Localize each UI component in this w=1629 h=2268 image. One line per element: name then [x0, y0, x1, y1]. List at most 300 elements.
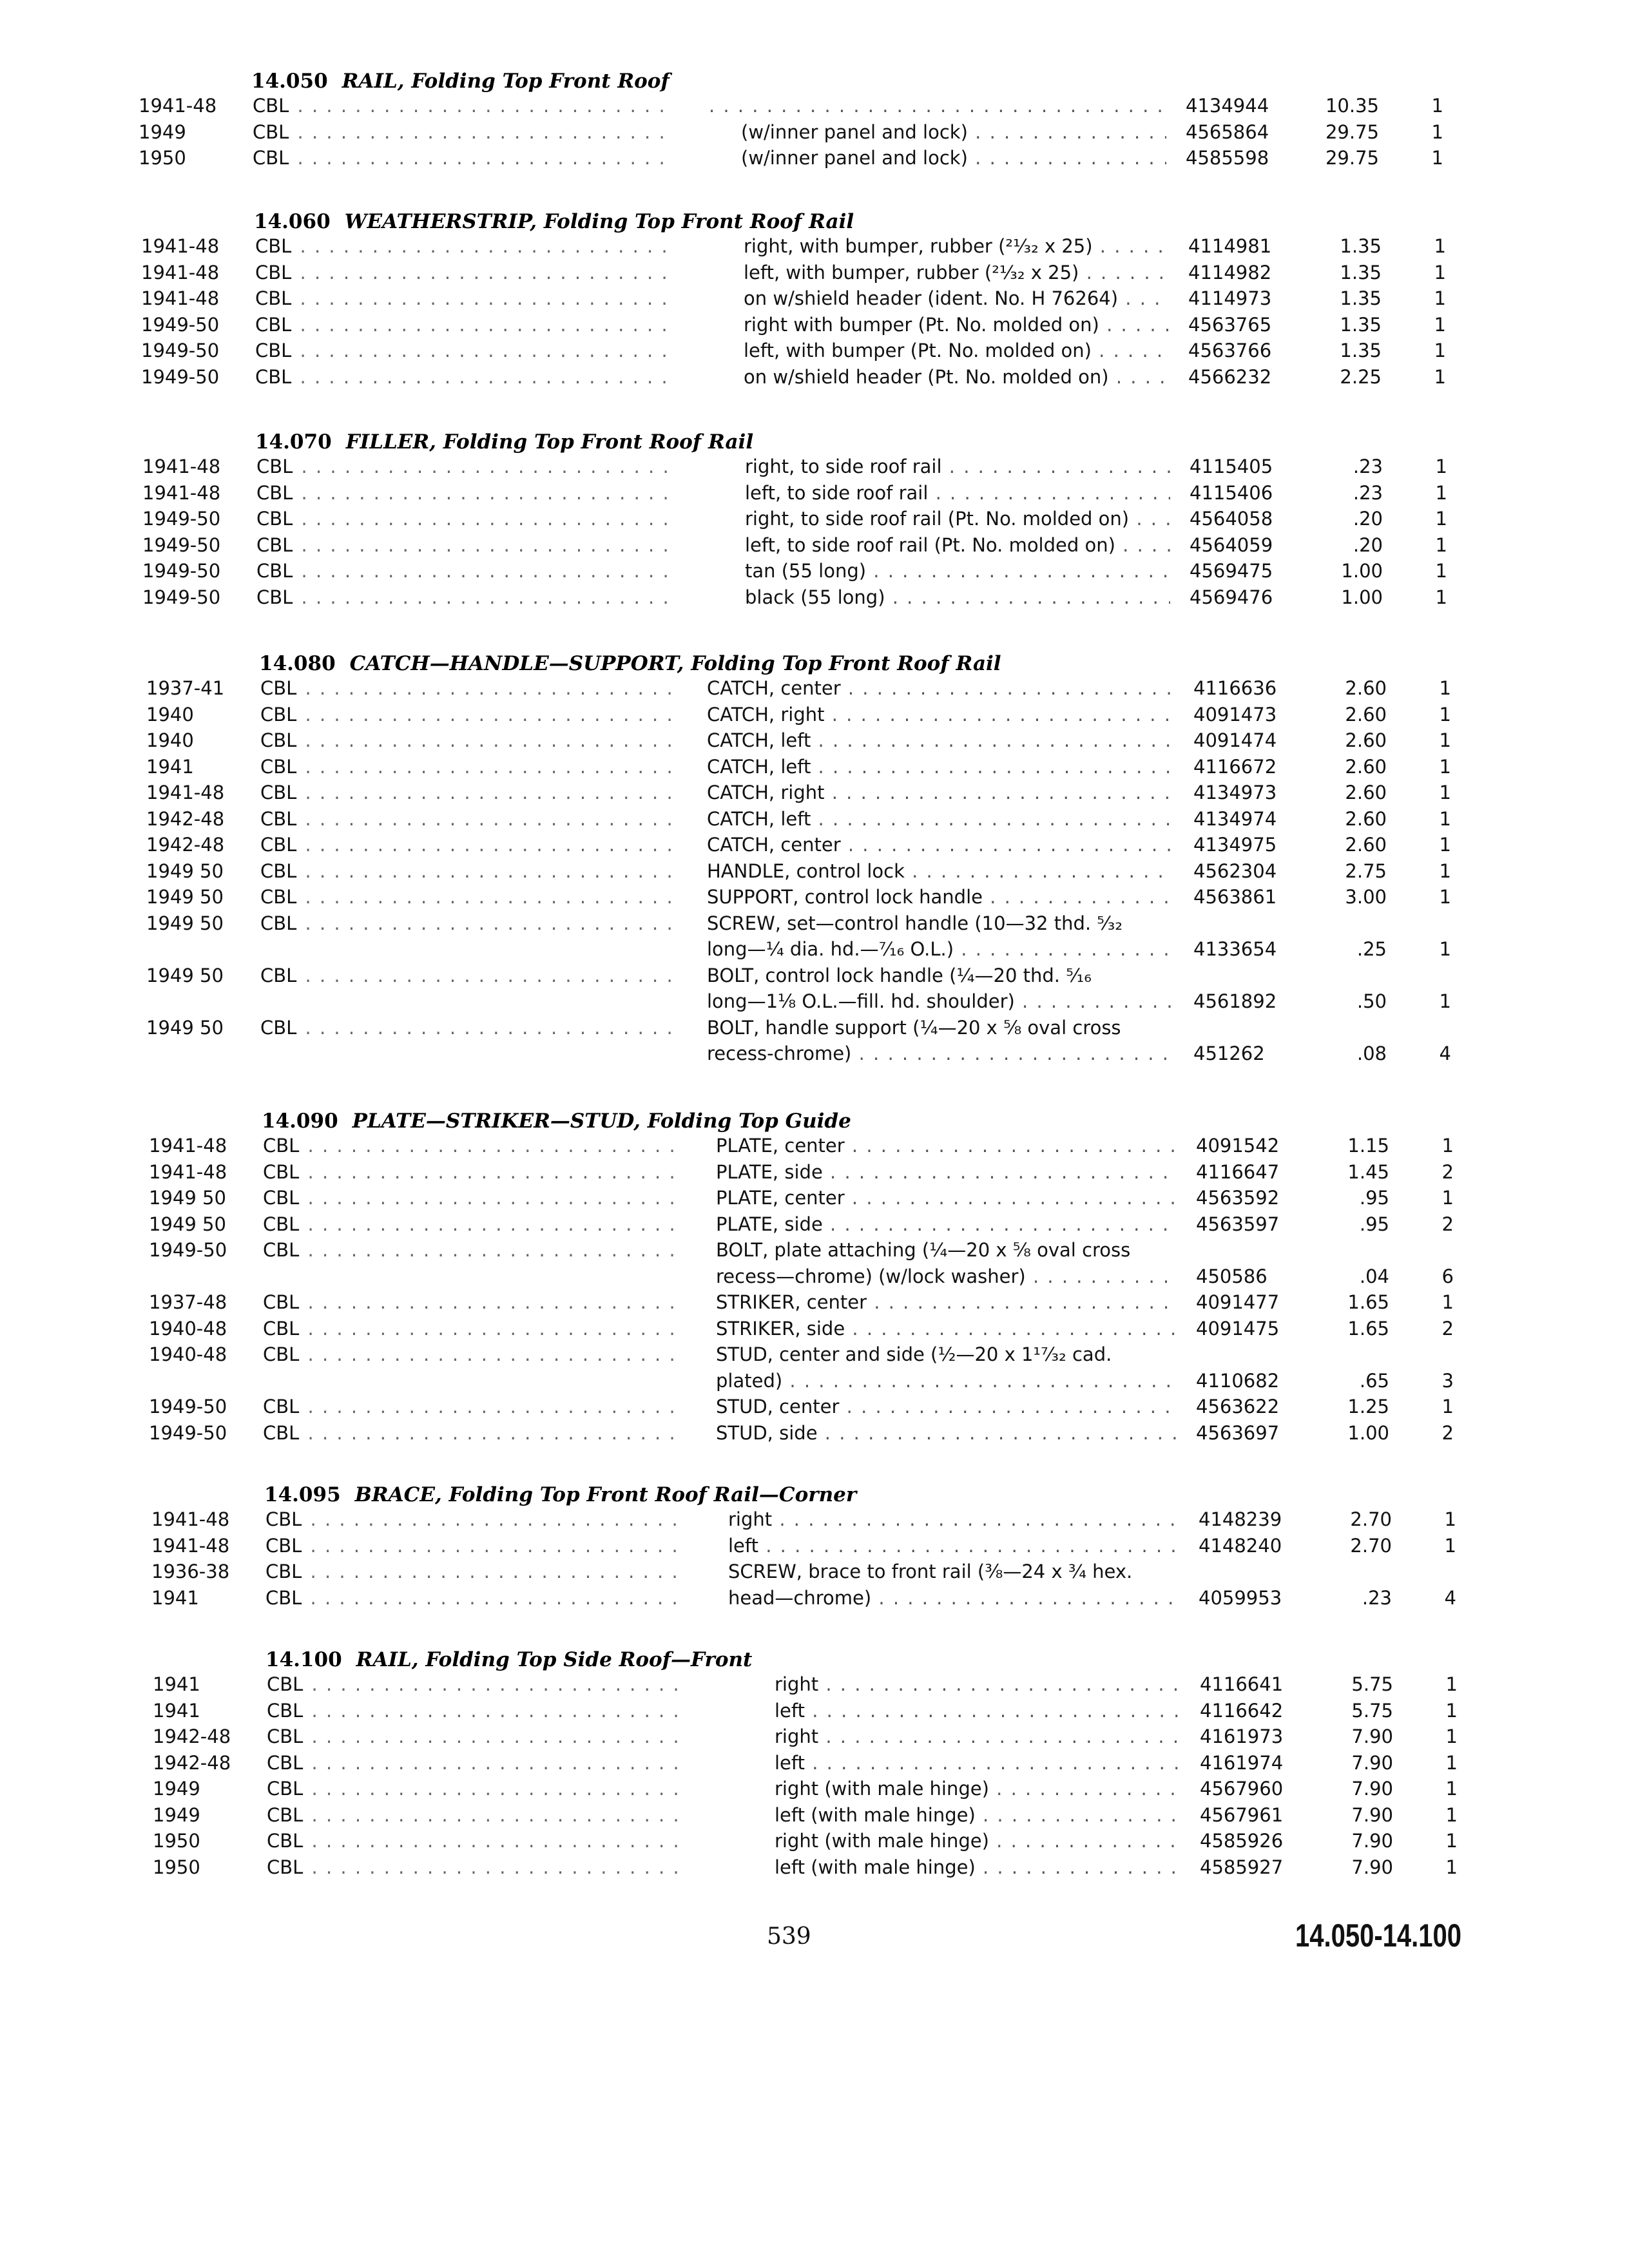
quantity: 1 [1445, 1751, 1458, 1774]
model-code [263, 1394, 682, 1419]
section-range: 14.050-14.100 [1295, 1917, 1462, 1954]
section-title [259, 652, 1001, 675]
part-number: 4116641 [1200, 1673, 1284, 1695]
list-price: 7.90 [1351, 1778, 1393, 1800]
list-price: 29.75 [1325, 147, 1379, 169]
part-description: left, to side roof rail (Pt. No. molded on) . . . [745, 532, 1170, 558]
year-range: 1949-50 [149, 1239, 227, 1261]
section-number: 14.070 [255, 430, 332, 454]
quantity: 1 [1439, 729, 1451, 751]
part-number: 4563765 [1188, 313, 1272, 336]
model-code [256, 532, 675, 558]
quantity: 1 [1445, 1830, 1458, 1852]
year-range: 1949-50 [142, 508, 221, 530]
quantity: 1 [1441, 1135, 1454, 1157]
quantity: 1 [1439, 782, 1451, 803]
year-range: 1941-48 [142, 456, 221, 477]
quantity: 1 [1445, 1673, 1458, 1695]
quantity: 1 [1439, 677, 1451, 699]
part-description: recess-chrome) . . . [707, 1041, 1174, 1066]
part-row [0, 1776, 1629, 1802]
model-code-text: CBL [265, 1586, 302, 1609]
model-code [256, 480, 675, 506]
part-number: 4091477 [1196, 1291, 1280, 1313]
year-range: 1949-50 [142, 586, 221, 608]
part-number: 4134973 [1193, 782, 1277, 803]
part-description: right (with male hinge) . . . [775, 1776, 1181, 1802]
model-code-text: CBL [265, 1534, 302, 1557]
model-code [255, 285, 674, 311]
part-row [0, 1237, 1629, 1289]
quantity: 1 [1439, 807, 1451, 830]
list-price: 1.35 [1340, 261, 1382, 284]
model-code-text: CBL [260, 886, 297, 908]
list-price: 2.60 [1345, 755, 1387, 778]
part-number: 4134975 [1193, 834, 1277, 856]
part-number: 4091473 [1193, 703, 1277, 726]
year-range: 1949 [139, 120, 186, 143]
list-price: 29.75 [1325, 120, 1379, 143]
model-code-text: CBL [260, 807, 297, 830]
section-number: 14.090 [262, 1110, 338, 1133]
model-code [265, 1585, 684, 1611]
part-description: STRIKER, center . . . [716, 1289, 1177, 1315]
part-description: on w/shield header (Pt. No. molded on) . . . [744, 364, 1169, 390]
year-range: 1942-48 [146, 834, 225, 856]
quantity: 1 [1444, 1508, 1456, 1530]
part-number: 4567961 [1200, 1803, 1284, 1826]
list-price: .20 [1353, 533, 1383, 556]
model-code-text: CBL [263, 1396, 300, 1418]
list-price: 2.25 [1340, 365, 1382, 388]
model-code-text: CBL [260, 964, 297, 986]
list-price: .23 [1362, 1586, 1392, 1609]
model-code-text: CBL [260, 782, 297, 803]
part-number: 4116672 [1193, 755, 1277, 778]
part-row [0, 1015, 1629, 1067]
list-price: .50 [1356, 990, 1387, 1012]
model-code [255, 312, 674, 338]
model-code-text: CBL [260, 703, 297, 726]
part-number: 4585926 [1200, 1830, 1284, 1852]
part-number: 4562304 [1193, 860, 1277, 882]
year-range: 1949-50 [149, 1421, 227, 1444]
model-code-text: CBL [256, 586, 293, 608]
year-range: 1942-48 [153, 1751, 231, 1774]
list-price: 1.00 [1341, 560, 1383, 582]
part-row [0, 1802, 1629, 1829]
part-row [0, 1341, 1629, 1394]
model-code-text: CBL [256, 481, 293, 504]
quantity: 1 [1431, 120, 1443, 143]
quantity: 1 [1441, 1187, 1454, 1209]
part-description: PLATE, center . . . [716, 1133, 1177, 1158]
model-code-text: CBL [265, 1508, 302, 1530]
quantity: 4 [1444, 1586, 1456, 1609]
quantity: 4 [1439, 1043, 1451, 1064]
model-code-text: CBL [260, 834, 297, 856]
quantity: 2 [1441, 1317, 1454, 1340]
part-description: left . . . [728, 1533, 1179, 1559]
model-code [267, 1854, 686, 1880]
model-code-text: CBL [263, 1291, 300, 1313]
part-row [0, 1420, 1629, 1446]
quantity: 2 [1441, 1213, 1454, 1235]
part-number: 4059953 [1199, 1586, 1282, 1609]
part-number: 4563766 [1188, 340, 1272, 361]
model-code-text: CBL [260, 729, 297, 751]
part-description: HANDLE, control lock . . . [707, 858, 1174, 884]
quantity: 1 [1434, 287, 1446, 309]
part-row [0, 1289, 1629, 1316]
year-range: 1942-48 [153, 1725, 231, 1747]
section-name: BRACE, Folding Top Front Roof Rail—Corner [354, 1483, 857, 1506]
model-code [260, 727, 679, 753]
part-description: PLATE, center . . . [716, 1185, 1177, 1211]
part-description: CATCH, center . . . [707, 675, 1174, 701]
section-number: 14.060 [254, 210, 331, 233]
part-row [0, 1394, 1629, 1420]
part-number: 4114982 [1188, 261, 1272, 284]
part-description: left, with bumper (Pt. No. molded on) . . . [744, 338, 1169, 363]
part-row [0, 558, 1629, 584]
quantity: 1 [1441, 1291, 1454, 1313]
quantity: 1 [1435, 508, 1447, 530]
list-price: 2.70 [1350, 1534, 1392, 1557]
section-title [262, 1110, 851, 1133]
part-row [0, 119, 1629, 146]
part-number: 4561892 [1193, 990, 1277, 1012]
model-code-text: CBL [267, 1803, 304, 1826]
part-row [0, 532, 1629, 559]
list-price: 2.60 [1345, 729, 1387, 751]
list-price: 1.65 [1347, 1291, 1389, 1313]
part-description: CATCH, left . . . [707, 727, 1174, 753]
part-row [0, 1671, 1629, 1698]
model-code [255, 233, 674, 259]
quantity: 6 [1441, 1265, 1454, 1287]
section-title [251, 70, 670, 93]
part-row [0, 338, 1629, 364]
model-code-text: CBL [267, 1856, 304, 1878]
model-code [265, 1559, 684, 1584]
model-code [263, 1420, 682, 1446]
quantity: 1 [1441, 1396, 1454, 1418]
part-description: right, to side roof rail . . . [745, 454, 1170, 479]
model-code [260, 780, 679, 805]
year-range: 1949 [153, 1778, 200, 1800]
part-number: 4566232 [1188, 365, 1272, 388]
model-code [260, 858, 679, 884]
quantity: 1 [1435, 533, 1447, 556]
part-number: 4116642 [1200, 1699, 1284, 1722]
part-number: 4564059 [1190, 533, 1273, 556]
part-number: 4563697 [1196, 1421, 1280, 1444]
year-range: 1949-50 [142, 560, 221, 582]
part-description: right, to side roof rail (Pt. No. molded on) . . . [745, 506, 1170, 532]
section-title [265, 1648, 752, 1671]
part-row [0, 806, 1629, 832]
year-range: 1949-50 [141, 365, 220, 388]
part-description: on w/shield header (ident. No. H 76264) . . . [744, 285, 1169, 311]
part-number: 4091474 [1193, 729, 1277, 751]
model-code-text: CBL [267, 1725, 304, 1747]
list-price: 1.35 [1340, 313, 1382, 336]
model-code [260, 702, 679, 727]
year-range: 1941-48 [151, 1534, 230, 1557]
model-code-text: CBL [255, 235, 292, 257]
model-code-text: CBL [253, 120, 289, 143]
part-number: 4565864 [1186, 120, 1269, 143]
part-row [0, 963, 1629, 1015]
model-code-text: CBL [255, 313, 292, 336]
model-code-text: CBL [263, 1421, 300, 1444]
part-row [0, 93, 1629, 119]
model-code [256, 558, 675, 584]
quantity: 1 [1435, 560, 1447, 582]
year-range: 1941 [153, 1673, 200, 1695]
quantity: 1 [1439, 990, 1451, 1012]
year-range: 1941-48 [141, 287, 220, 309]
model-code-text: CBL [255, 261, 292, 284]
part-row [0, 727, 1629, 754]
model-code [260, 963, 679, 988]
list-price: 3.00 [1345, 886, 1387, 908]
part-number: 4115406 [1190, 481, 1273, 504]
model-code [255, 364, 674, 390]
year-range: 1937-48 [149, 1291, 227, 1313]
part-number: 4563592 [1196, 1187, 1280, 1209]
model-code-text: CBL [256, 560, 293, 582]
list-price: .20 [1353, 508, 1383, 530]
year-range: 1949-50 [149, 1396, 227, 1418]
section-name: RAIL, Folding Top Front Roof [342, 70, 670, 93]
quantity: 1 [1439, 938, 1451, 960]
part-row [0, 884, 1629, 910]
part-number: 4161973 [1200, 1725, 1284, 1747]
model-code [260, 884, 679, 910]
model-code-text: CBL [260, 677, 297, 699]
quantity: 2 [1441, 1421, 1454, 1444]
year-range: 1942-48 [146, 807, 225, 830]
year-range: 1950 [153, 1830, 200, 1852]
quantity: 1 [1435, 456, 1447, 477]
part-description: BOLT, handle support (¼—20 x ⅝ oval cross [707, 1016, 1121, 1039]
part-number: 4091542 [1196, 1135, 1280, 1157]
quantity: 1 [1434, 235, 1446, 257]
part-description: head—chrome) . . . [728, 1585, 1179, 1611]
list-price: 7.90 [1351, 1751, 1393, 1774]
list-price: .95 [1359, 1213, 1389, 1235]
quantity: 1 [1444, 1534, 1456, 1557]
year-range: 1940-48 [149, 1343, 227, 1365]
part-description [709, 93, 1166, 119]
year-range: 1941 [151, 1586, 199, 1609]
model-code [267, 1671, 686, 1697]
part-description: CATCH, center . . . [707, 832, 1174, 858]
model-code [267, 1750, 686, 1776]
part-row [0, 454, 1629, 480]
part-number: 4569476 [1190, 586, 1273, 608]
part-number: 4134974 [1193, 807, 1277, 830]
model-code-text: CBL [263, 1343, 300, 1365]
section-title [254, 210, 854, 233]
part-row [0, 1316, 1629, 1342]
part-number: 4569475 [1190, 560, 1273, 582]
quantity: 1 [1439, 703, 1451, 726]
part-description: right, with bumper, rubber (²¹⁄₃₂ x 25) . . . [744, 233, 1169, 259]
model-code-text: CBL [265, 1561, 302, 1582]
list-price: .23 [1353, 456, 1383, 477]
section-title [264, 1483, 856, 1506]
part-description: left, with bumper, rubber (²¹⁄₃₂ x 25) . . . [744, 260, 1169, 285]
list-price: 1.25 [1347, 1396, 1389, 1418]
year-range: 1937-41 [146, 677, 225, 699]
list-price: 2.60 [1345, 834, 1387, 856]
list-price: .65 [1359, 1369, 1389, 1392]
list-price: 1.45 [1347, 1160, 1389, 1183]
list-price: 7.90 [1351, 1725, 1393, 1747]
part-description: right with bumper (Pt. No. molded on) . . . [744, 312, 1169, 338]
part-number: 4567960 [1200, 1778, 1284, 1800]
model-code [267, 1828, 686, 1854]
model-code [263, 1289, 682, 1315]
model-code-text: CBL [267, 1830, 304, 1852]
model-code [260, 832, 679, 858]
section-number: 14.100 [265, 1648, 342, 1671]
part-description: CATCH, left . . . [707, 806, 1174, 832]
list-price: 2.75 [1345, 860, 1387, 882]
year-range: 1941 [146, 755, 194, 778]
part-number: 4114981 [1188, 235, 1272, 257]
part-number: 4563597 [1196, 1213, 1280, 1235]
year-range: 1950 [153, 1856, 200, 1878]
model-code [263, 1185, 682, 1211]
part-row [0, 1185, 1629, 1211]
model-code-text: CBL [253, 95, 289, 117]
model-code [253, 145, 671, 171]
year-range: 1941 [153, 1699, 200, 1722]
list-price: 1.00 [1341, 586, 1383, 608]
part-description: CATCH, right . . . [707, 780, 1174, 805]
model-code [263, 1159, 682, 1185]
year-range: 1941-48 [146, 782, 225, 803]
part-description: right . . . [728, 1506, 1179, 1532]
part-number: 4116647 [1196, 1160, 1280, 1183]
part-row [0, 1750, 1629, 1776]
part-number: 451262 [1193, 1043, 1265, 1064]
part-number: 4134944 [1186, 95, 1269, 117]
part-description: left (with male hinge) . . . [775, 1854, 1181, 1880]
part-description: tan (55 long) . . . [745, 558, 1170, 584]
part-row [0, 1506, 1629, 1533]
page-number: 539 [767, 1923, 811, 1950]
list-price: 2.60 [1345, 703, 1387, 726]
model-code [260, 754, 679, 780]
quantity: 1 [1445, 1803, 1458, 1826]
part-description: left . . . [775, 1750, 1181, 1776]
year-range: 1936-38 [151, 1561, 230, 1582]
part-row [0, 1559, 1629, 1611]
model-code [256, 454, 675, 479]
model-code [263, 1211, 682, 1237]
part-description: CATCH, left . . . [707, 754, 1174, 780]
quantity: 2 [1441, 1160, 1454, 1183]
part-description: left . . . [775, 1698, 1181, 1724]
model-code-text: CBL [260, 912, 297, 934]
model-code-text: CBL [267, 1751, 304, 1774]
year-range: 1940 [146, 729, 194, 751]
part-number: 4564058 [1190, 508, 1273, 530]
model-code [263, 1237, 682, 1263]
quantity: 1 [1434, 313, 1446, 336]
year-range: 1950 [139, 147, 186, 169]
part-description: SUPPORT, control lock handle . . . [707, 884, 1174, 910]
part-row [0, 1828, 1629, 1854]
part-description: long—1⅛ O.L.—fill. hd. shoulder) . . . [707, 988, 1174, 1014]
part-description: PLATE, side . . . [716, 1211, 1177, 1237]
list-price: 5.75 [1351, 1673, 1393, 1695]
model-code [253, 93, 671, 119]
part-description: plated) . . . [716, 1368, 1177, 1394]
part-description: left, to side roof rail . . . [745, 480, 1170, 506]
list-price: 1.15 [1347, 1135, 1389, 1157]
part-description: right (with male hinge) . . . [775, 1828, 1181, 1854]
model-code [260, 806, 679, 832]
list-price: 5.75 [1351, 1699, 1393, 1722]
list-price: 2.60 [1345, 782, 1387, 803]
part-row [0, 364, 1629, 390]
part-row [0, 233, 1629, 260]
part-row [0, 780, 1629, 806]
year-range: 1941-48 [142, 481, 221, 504]
part-number: 4563622 [1196, 1396, 1280, 1418]
part-row [0, 1159, 1629, 1186]
model-code [267, 1802, 686, 1828]
model-code-text: CBL [260, 860, 297, 882]
year-range: 1949 50 [146, 1016, 224, 1039]
part-description: right . . . [775, 1724, 1181, 1749]
year-range: 1949-50 [141, 340, 220, 361]
part-row [0, 910, 1629, 963]
model-code-text: CBL [263, 1135, 300, 1157]
year-range: 1949-50 [141, 313, 220, 336]
model-code [253, 119, 671, 145]
model-code [265, 1533, 684, 1559]
model-code [260, 1015, 679, 1041]
model-code [263, 1133, 682, 1158]
part-row [0, 754, 1629, 780]
year-range: 1949 50 [149, 1213, 226, 1235]
part-number: 4110682 [1196, 1369, 1280, 1392]
part-row [0, 1854, 1629, 1881]
model-code-text: CBL [256, 456, 293, 477]
model-code-text: CBL [255, 340, 292, 361]
quantity: 1 [1445, 1699, 1458, 1722]
part-description: BOLT, control lock handle (¼—20 thd. ⁵⁄₁₆ [707, 964, 1092, 986]
part-row [0, 260, 1629, 286]
year-range: 1949 50 [149, 1187, 226, 1209]
list-price: 1.65 [1347, 1317, 1389, 1340]
model-code [263, 1341, 682, 1367]
model-code-text: CBL [253, 147, 289, 169]
part-number: 4585927 [1200, 1856, 1284, 1878]
section-title [255, 430, 753, 454]
model-code-text: CBL [267, 1673, 304, 1695]
quantity: 1 [1435, 481, 1447, 504]
year-range: 1941-48 [149, 1135, 227, 1157]
part-description: long—¼ dia. hd.—⁷⁄₁₆ O.L.) . . . [707, 936, 1174, 962]
